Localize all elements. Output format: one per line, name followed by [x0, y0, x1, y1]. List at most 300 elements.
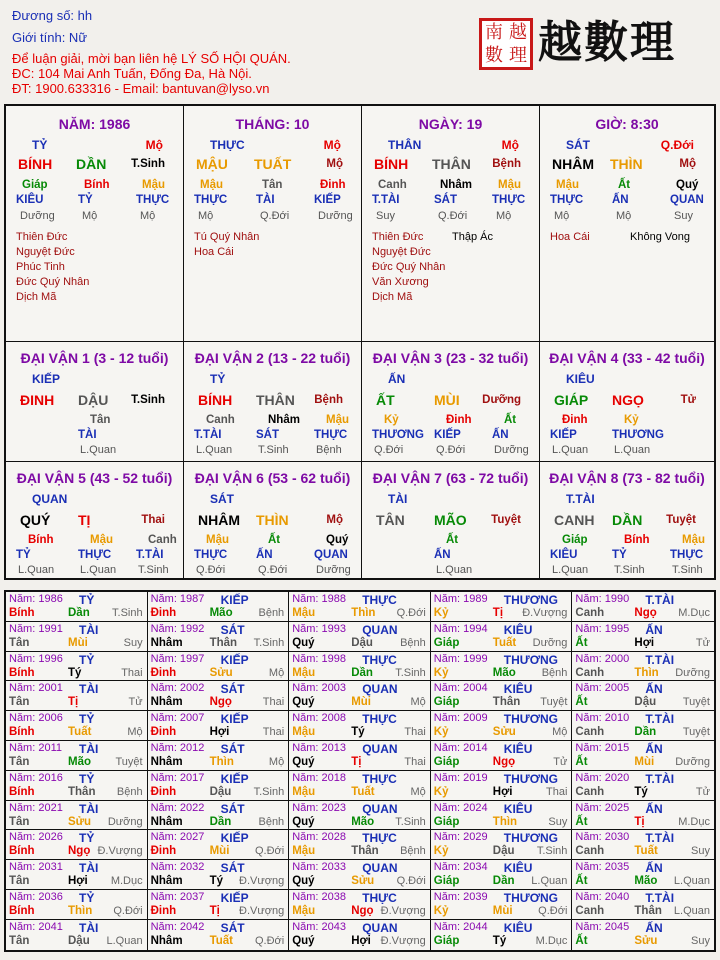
- year-branch: Tuất: [492, 636, 517, 649]
- hidden-stem: Bính: [28, 534, 54, 546]
- gender: Giới tính: Nữ: [12, 30, 88, 45]
- year-cell: [148, 681, 290, 711]
- year-ten-god: QUAN: [362, 861, 398, 876]
- year-cell: [6, 652, 148, 682]
- year-cell: [289, 771, 431, 801]
- hidden-stem-god: TỶ: [612, 549, 627, 561]
- year-phase: Bệnh: [541, 666, 568, 679]
- year-ten-god: TỶ: [79, 712, 95, 727]
- year-cell: [148, 741, 290, 771]
- hidden-stem-phase: L.Quan: [18, 564, 55, 576]
- year-phase: Mộ: [268, 756, 285, 768]
- hidden-stem-phase: Mộ: [82, 210, 98, 222]
- hidden-stem-god: QUAN: [314, 549, 348, 561]
- year-cell: [148, 801, 290, 831]
- year-ten-god: KIÊU: [503, 861, 533, 876]
- shen-sha-star: Dịch Mã: [372, 291, 413, 303]
- year-ten-god: THỰC: [362, 593, 397, 607]
- year-label: Năm: 2009: [433, 712, 488, 725]
- year-ten-god: T.TÀI: [645, 593, 675, 607]
- hidden-stem-phase: Q.Đới: [260, 210, 290, 222]
- hidden-stem: Tân: [262, 179, 283, 191]
- year-cell: [148, 622, 290, 652]
- year-phase: Tử: [695, 636, 710, 649]
- year-ten-god: SÁT: [220, 920, 245, 935]
- year-phase: Suy: [123, 636, 143, 649]
- dai-van-branch: DẦN: [612, 512, 643, 528]
- year-label: Năm: 1999: [433, 652, 488, 665]
- pillar-cell: [6, 106, 184, 342]
- year-ten-god: KIẾP: [220, 712, 249, 727]
- shen-sha-star: Tú Quý Nhân: [194, 231, 260, 243]
- hidden-stem-phase: Mộ: [198, 210, 214, 222]
- year-phase: Tử: [553, 756, 568, 768]
- year-branch: Mùi: [634, 756, 655, 768]
- hidden-stem-phase: Mộ: [496, 210, 512, 222]
- year-label: Năm: 2019: [433, 771, 488, 784]
- year-ten-god: SÁT: [220, 622, 245, 637]
- year-stem: Đinh: [150, 785, 177, 798]
- dai-van-title: ĐẠI VẬN 2 (13 - 22 tuổi): [194, 350, 351, 366]
- year-ten-god: T.TÀI: [645, 712, 675, 727]
- year-branch: Sửu: [68, 815, 92, 828]
- year-stem: Ất: [575, 636, 588, 649]
- hidden-stem-phase: T.Sinh: [138, 564, 169, 576]
- hidden-stem: Mậu: [326, 414, 349, 426]
- year-label: Năm: 2001: [9, 682, 63, 695]
- year-cell: [572, 711, 714, 741]
- hidden-stem-god: THỰC: [136, 194, 170, 206]
- year-cell: [572, 652, 714, 682]
- hidden-stem-god: T.TÀI: [136, 549, 164, 561]
- year-stem: Nhâm: [150, 756, 183, 768]
- year-ten-god: QUAN: [362, 682, 398, 697]
- year-stem: Mậu: [292, 607, 316, 619]
- dai-van-stem-god: KIẾP: [32, 372, 61, 386]
- year-stem: Nhâm: [150, 934, 183, 947]
- hidden-stem-phase: L.Quan: [80, 444, 117, 456]
- year-cell: [289, 592, 431, 622]
- shen-sha-star: Hoa Cái: [550, 231, 590, 243]
- hidden-stem: Ất: [504, 414, 517, 426]
- year-branch: Mão: [68, 756, 91, 768]
- hidden-stem: Nhâm: [440, 179, 472, 191]
- hidden-stem: Bính: [84, 179, 110, 191]
- pillar-branch-phase: Mộ: [679, 158, 696, 170]
- brand-calligraphy: 越數理: [538, 17, 676, 68]
- hidden-stem-phase: Bệnh: [316, 444, 342, 456]
- year-phase: Đ.Vượng: [97, 845, 143, 858]
- year-branch: Tị: [351, 756, 362, 768]
- year-branch: Tị: [209, 905, 220, 917]
- year-cell: [431, 771, 573, 801]
- year-ten-god: QUAN: [362, 920, 398, 935]
- year-ten-god: T.TÀI: [645, 891, 675, 905]
- address-line: ĐC: 104 Mai Anh Tuấn, Đống Đa, Hà Nội.: [12, 66, 252, 81]
- dai-van-branch-phase: Dưỡng: [482, 394, 521, 406]
- year-phase: Dưỡng: [532, 636, 568, 649]
- year-stem: Đinh: [150, 726, 177, 739]
- year-ten-god: SÁT: [220, 861, 245, 876]
- hidden-stem-god: SÁT: [434, 194, 457, 206]
- year-label: Năm: 2021: [9, 801, 63, 814]
- pillar-heavenly-stem: NHÂM: [552, 156, 594, 172]
- hidden-stem-god: ẤN: [434, 549, 451, 561]
- year-phase: Dưỡng: [107, 815, 143, 828]
- year-phase: Mộ: [410, 696, 426, 709]
- year-phase: Q.Đới: [538, 905, 568, 917]
- year-phase: Tử: [128, 696, 143, 709]
- hidden-stem-phase: L.Quan: [80, 564, 117, 576]
- dai-van-stem: NHÂM: [198, 512, 240, 528]
- dai-van-title: ĐẠI VẬN 6 (53 - 62 tuổi): [194, 470, 351, 486]
- hidden-stem: Canh: [378, 179, 407, 191]
- shen-sha-star: Nguyệt Đức: [16, 246, 75, 258]
- year-phase: Tuyệt: [682, 696, 710, 709]
- hidden-stem-phase: L.Quan: [436, 564, 473, 576]
- year-branch: Tuất: [634, 845, 658, 858]
- year-ten-god: THỰC: [362, 712, 397, 727]
- year-cell: [6, 801, 148, 831]
- year-phase: Đ.Vượng: [380, 905, 426, 917]
- year-stem: Tân: [9, 636, 30, 649]
- dai-van-branch-phase: Tuyệt: [666, 514, 696, 526]
- year-stem: Tân: [9, 756, 30, 768]
- year-stem: Nhâm: [150, 815, 183, 828]
- year-cell: [6, 711, 148, 741]
- shen-sha-star: Thập Ác: [452, 231, 493, 243]
- shen-sha-star: Không Vong: [630, 231, 690, 243]
- dai-van-cell: [540, 462, 714, 578]
- year-phase: Tuyệt: [115, 756, 143, 768]
- year-label: Năm: 1989: [433, 593, 488, 605]
- hidden-stem-phase: Mộ: [140, 210, 156, 222]
- year-label: Năm: 2036: [9, 891, 63, 903]
- year-branch: Mão: [492, 666, 516, 679]
- year-stem: Bính: [9, 845, 35, 858]
- hidden-stem-phase: Suy: [674, 210, 693, 222]
- year-stem: Đinh: [150, 666, 177, 679]
- year-cell: [148, 920, 290, 950]
- pillar-title: THÁNG: 10: [235, 116, 310, 132]
- year-label: Năm: 2002: [150, 682, 205, 695]
- year-phase: Thai: [404, 726, 426, 739]
- seal-char: 理: [509, 45, 527, 66]
- year-branch: Hợi: [209, 726, 230, 739]
- year-ten-god: KIÊU: [503, 742, 533, 756]
- hidden-stem: Tân: [90, 414, 111, 426]
- hidden-stem: Giáp: [562, 534, 588, 546]
- year-stem: Quý: [292, 875, 315, 888]
- pillar-earthly-branch: THÂN: [432, 156, 471, 172]
- phone-email-line: ĐT: 1900.633316 - Email: bantuvan@lyso.vn: [12, 81, 270, 96]
- year-cell: [289, 741, 431, 771]
- hidden-stem-phase: Dưỡng: [318, 210, 353, 222]
- pillar-stem-phase: Mộ: [323, 138, 341, 152]
- year-cell: [6, 920, 148, 950]
- year-phase: Bệnh: [258, 607, 285, 619]
- year-cell: [289, 622, 431, 652]
- year-cell: [572, 920, 714, 950]
- year-phase: T.Sinh: [395, 815, 426, 828]
- year-ten-god: SÁT: [220, 742, 245, 756]
- pillar-stem-phase: Mộ: [145, 138, 163, 152]
- hidden-stem-god: ẤN: [492, 429, 509, 441]
- year-branch: Thìn: [634, 666, 659, 679]
- dai-van-branch: DẬU: [78, 392, 109, 408]
- year-ten-god: TỶ: [79, 831, 95, 846]
- year-label: Năm: 1998: [292, 652, 346, 665]
- hidden-stem: Canh: [148, 534, 177, 546]
- year-stem: Kỷ: [433, 845, 449, 858]
- shen-sha-star: Hoa Cái: [194, 246, 234, 258]
- year-ten-god: SÁT: [220, 801, 245, 816]
- year-ten-god: ẤN: [645, 861, 663, 876]
- year-label: Năm: 1990: [575, 593, 630, 605]
- pillar-stem-god: THÂN: [388, 138, 422, 152]
- hidden-stem-god: SÁT: [256, 429, 279, 441]
- year-stem: Kỷ: [433, 666, 449, 679]
- year-ten-god: TỶ: [79, 593, 95, 607]
- hidden-stem-phase: Q.Đới: [374, 444, 404, 456]
- year-cell: [431, 652, 573, 682]
- hidden-stem-god: QUAN: [670, 194, 704, 206]
- dai-van-cell: [362, 342, 540, 462]
- year-phase: Mộ: [127, 726, 143, 739]
- hidden-stem: Ất: [268, 534, 281, 546]
- year-cell: [431, 920, 573, 950]
- year-phase: L.Quan: [673, 905, 710, 917]
- dai-van-branch-phase: Thai: [141, 514, 165, 526]
- dai-van-title: ĐẠI VẬN 4 (33 - 42 tuổi): [549, 350, 705, 366]
- year-branch: Ngọ: [68, 845, 91, 858]
- year-branch: Dần: [492, 875, 515, 888]
- year-label: Năm: 1991: [9, 622, 63, 635]
- year-stem: Kỷ: [433, 785, 449, 798]
- dai-van-branch-phase: Tử: [680, 394, 696, 406]
- year-label: Năm: 2006: [9, 712, 63, 725]
- hidden-stem-god: ẤN: [612, 194, 629, 206]
- hidden-stem-god: TÀI: [256, 194, 275, 206]
- dai-van-stem: QUÝ: [20, 512, 51, 528]
- hidden-stem: Đinh: [446, 414, 472, 426]
- year-cell: [289, 801, 431, 831]
- shen-sha-star: Đức Quý Nhân: [372, 261, 446, 273]
- year-branch: Tị: [492, 607, 504, 619]
- year-ten-god: THƯƠNG: [503, 891, 558, 905]
- year-cell: [431, 592, 573, 622]
- year-ten-god: T.TÀI: [645, 652, 675, 667]
- year-phase: Q.Đới: [396, 607, 426, 619]
- hidden-stem: Nhâm: [268, 414, 300, 426]
- year-cell: [6, 860, 148, 890]
- hidden-stem: Mậu: [682, 534, 705, 546]
- dai-van-branch: THÂN: [256, 392, 295, 408]
- year-cell: [289, 890, 431, 920]
- year-phase: Suy: [548, 815, 568, 828]
- year-phase: Mộ: [552, 726, 568, 739]
- year-branch: Mùi: [68, 636, 88, 649]
- year-ten-god: KIẾP: [220, 593, 249, 607]
- year-ten-god: KIÊU: [503, 682, 533, 697]
- hidden-stem-god: THƯƠNG: [372, 429, 424, 441]
- year-phase: Đ.Vượng: [239, 875, 285, 888]
- year-stem: Ất: [575, 756, 588, 768]
- year-cell: [148, 890, 290, 920]
- hidden-stem-phase: T.Sinh: [258, 444, 289, 456]
- year-cell: [148, 711, 290, 741]
- dai-van-branch-phase: Bệnh: [314, 394, 343, 406]
- hidden-stem-phase: L.Quan: [552, 444, 589, 456]
- year-cell: [431, 801, 573, 831]
- year-phase: Bệnh: [400, 845, 426, 858]
- year-phase: Thai: [545, 785, 568, 798]
- pillar-cell: [540, 106, 714, 342]
- year-cell: [6, 681, 148, 711]
- year-cell: [431, 890, 573, 920]
- year-label: Năm: 2043: [292, 920, 346, 933]
- year-phase: Bệnh: [400, 636, 426, 649]
- hidden-stem-phase: Q.Đới: [258, 564, 288, 576]
- dai-van-stem: ĐINH: [20, 392, 55, 408]
- year-phase: Đ.Vượng: [522, 607, 568, 619]
- seal-char: 數: [485, 45, 503, 66]
- year-phase: Mộ: [410, 785, 426, 798]
- pillar-earthly-branch: THÌN: [610, 156, 643, 172]
- dai-van-title: ĐẠI VẬN 5 (43 - 52 tuổi): [16, 470, 173, 486]
- year-label: Năm: 2014: [433, 742, 488, 754]
- year-phase: T.Sinh: [112, 607, 143, 619]
- year-label: Năm: 1997: [150, 652, 205, 665]
- year-stem: Nhâm: [150, 875, 183, 888]
- dai-van-branch: TỊ: [78, 512, 91, 528]
- contact-line-1: Để luận giải, mời bạn liên hệ LÝ SỐ HỘI QUÁN.: [12, 51, 291, 66]
- year-stem: Mậu: [292, 726, 316, 739]
- year-stem: Bính: [9, 607, 35, 619]
- dai-van-cell: [184, 342, 362, 462]
- year-phase: T.Sinh: [253, 785, 285, 798]
- hidden-stem-god: TỶ: [16, 549, 31, 561]
- year-phase: Tuyệt: [540, 696, 568, 709]
- year-label: Năm: 2025: [575, 801, 630, 814]
- year-label: Năm: 1994: [433, 622, 488, 635]
- year-ten-god: QUAN: [362, 622, 398, 637]
- shen-sha-star: Văn Xương: [372, 276, 429, 288]
- year-branch: Thân: [209, 636, 238, 649]
- year-branch: Hợi: [634, 636, 655, 649]
- year-cell: [148, 592, 290, 622]
- hidden-stem-phase: Dưỡng: [494, 444, 529, 456]
- year-phase: Q.Đới: [254, 934, 285, 947]
- year-phase: M.Dục: [678, 815, 710, 828]
- year-label: Năm: 1993: [292, 622, 346, 635]
- year-label: Năm: 2041: [9, 920, 63, 933]
- year-phase: Thai: [404, 756, 426, 768]
- year-cell: [572, 801, 714, 831]
- year-stem: Canh: [575, 845, 605, 858]
- year-branch: Sửu: [209, 666, 233, 679]
- year-phase: M.Dục: [110, 875, 143, 888]
- year-branch: Tý: [68, 666, 82, 679]
- year-ten-god: KIẾP: [220, 771, 249, 786]
- year-cell: [431, 711, 573, 741]
- year-label: Năm: 2017: [150, 771, 205, 784]
- year-phase: Tử: [695, 785, 710, 798]
- dai-van-stem: ẤT: [376, 392, 395, 408]
- dai-van-title: ĐẠI VẬN 8 (73 - 82 tuổi): [549, 470, 705, 486]
- dai-van-stem: BÍNH: [198, 392, 233, 408]
- year-ten-god: QUAN: [362, 742, 398, 756]
- year-stem: Quý: [292, 636, 315, 649]
- year-stem: Kỷ: [433, 905, 449, 917]
- year-stem: Tân: [9, 934, 30, 947]
- hidden-stem: Kỷ: [384, 414, 399, 426]
- shen-sha-star: Phúc Tinh: [16, 261, 65, 273]
- year-label: Năm: 2027: [150, 831, 205, 844]
- pillar-branch-phase: Bệnh: [492, 158, 521, 170]
- year-stem: Ất: [575, 934, 588, 947]
- dai-van-stem-god: ẤN: [388, 372, 406, 386]
- year-label: Năm: 2016: [9, 771, 63, 784]
- year-ten-god: SÁT: [220, 682, 245, 697]
- pillar-heavenly-stem: BÍNH: [374, 156, 409, 172]
- year-label: Năm: 2013: [292, 742, 346, 754]
- year-cell: [572, 860, 714, 890]
- dai-van-stem: TÂN: [376, 512, 405, 528]
- hidden-stem: Quý: [676, 179, 699, 191]
- year-label: Năm: 2004: [433, 682, 488, 695]
- year-branch: Ngọ: [209, 696, 232, 709]
- dai-van-stem: GIÁP: [554, 392, 589, 408]
- shen-sha-star: Nguyệt Đức: [372, 246, 431, 258]
- year-branch: Sửu: [634, 934, 658, 947]
- hidden-stem-god: THỰC: [194, 194, 228, 206]
- year-branch: Tuất: [351, 785, 375, 798]
- year-phase: Suy: [691, 934, 710, 947]
- shen-sha-star: Thiên Đức: [16, 231, 68, 243]
- year-branch: Sửu: [351, 875, 375, 888]
- year-stem: Canh: [575, 666, 605, 679]
- year-ten-god: TỶ: [79, 891, 95, 905]
- hidden-stem: Đinh: [320, 179, 346, 191]
- year-stem: Kỷ: [433, 607, 449, 619]
- dai-van-cell: [540, 342, 714, 462]
- year-ten-god: TÀI: [79, 622, 99, 637]
- year-ten-god: T.TÀI: [645, 831, 675, 846]
- year-ten-god: KIÊU: [503, 801, 533, 816]
- person-name: Đương số: hh: [12, 8, 93, 23]
- year-phase: Dưỡng: [675, 756, 710, 768]
- year-cell: [572, 771, 714, 801]
- year-label: Năm: 1986: [9, 593, 63, 605]
- year-ten-god: THƯƠNG: [503, 831, 558, 846]
- hidden-stem: Giáp: [22, 179, 48, 191]
- year-label: Năm: 2042: [150, 920, 205, 933]
- hidden-stem-god: THỰC: [492, 194, 526, 206]
- year-cell: [6, 592, 148, 622]
- year-phase: Tuyệt: [682, 726, 710, 739]
- year-stem: Tân: [9, 875, 30, 888]
- year-stem: Bính: [9, 785, 35, 798]
- hidden-stem-god: KIẾP: [314, 194, 341, 206]
- year-branch: Mão: [209, 607, 233, 619]
- chart-header: [0, 0, 720, 104]
- year-ten-god: TỶ: [79, 652, 95, 667]
- year-ten-god: KIÊU: [503, 920, 533, 935]
- year-phase: Mộ: [268, 666, 285, 679]
- year-ten-god: THỰC: [362, 771, 397, 786]
- year-branch: Hợi: [492, 785, 513, 798]
